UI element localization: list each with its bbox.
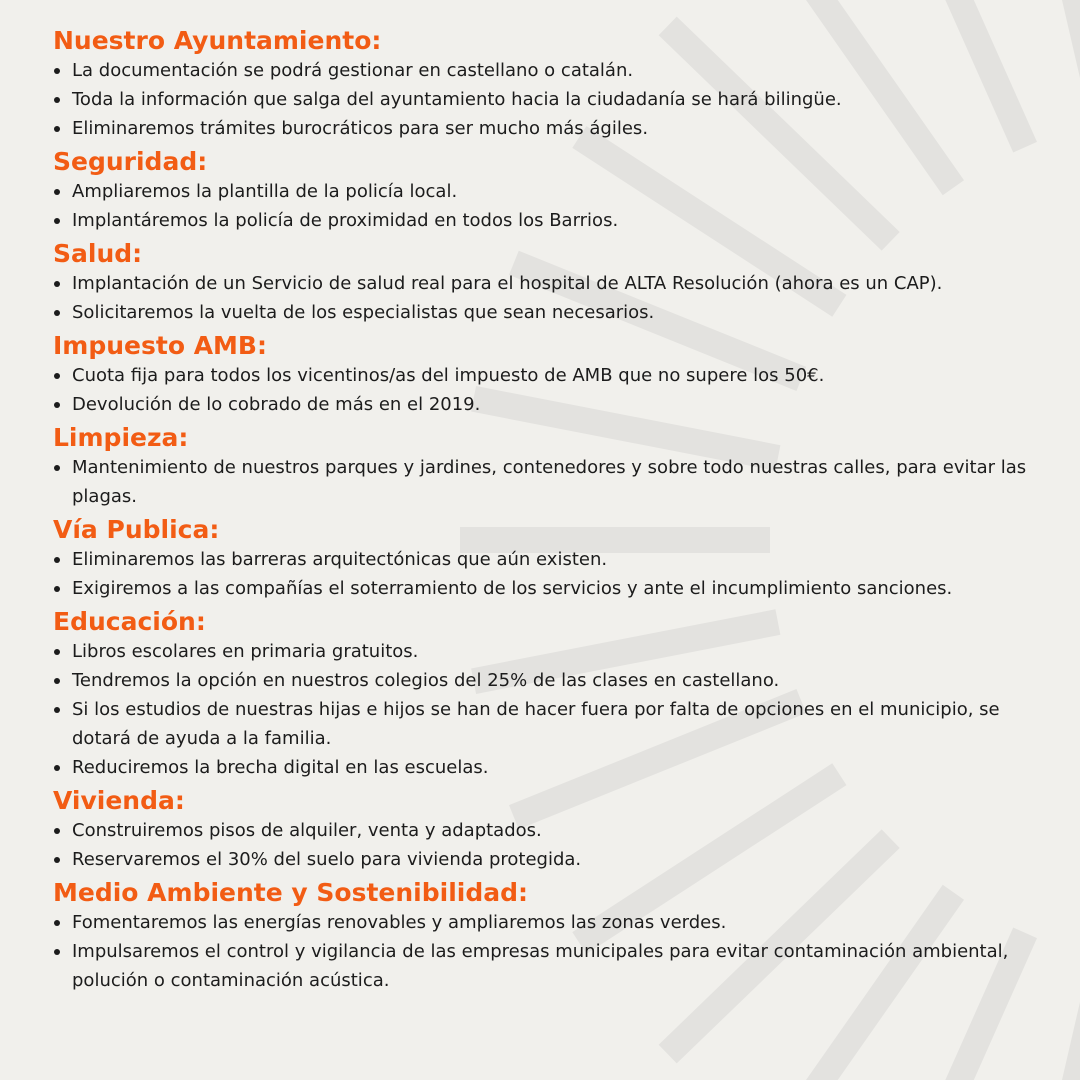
section-heading: Impuesto AMB: — [53, 331, 267, 360]
program-list — [53, 22, 1053, 995]
section-heading: Medio Ambiente y Sostenibilidad: — [53, 878, 528, 907]
section-vivienda — [53, 785, 1053, 874]
bullet-list — [53, 637, 1053, 782]
list-item: Construiremos pisos de alquiler, venta y adaptados. — [53, 816, 1053, 845]
list-item: Tendremos la opción en nuestros colegios del 25% de las clases en castellano. — [53, 666, 1053, 695]
bullet-list — [53, 56, 1053, 143]
section-limpieza — [53, 422, 1053, 511]
section-impuesto-amb — [53, 330, 1053, 419]
list-item: Ampliaremos la plantilla de la policía local. — [53, 177, 1053, 206]
section-heading: Educación: — [53, 607, 206, 636]
section-salud — [53, 238, 1053, 327]
list-item: Reservaremos el 30% del suelo para vivienda protegida. — [53, 845, 1053, 874]
section-heading: Vivienda: — [53, 786, 185, 815]
section-ayuntamiento — [53, 25, 1053, 143]
bullet-list — [53, 453, 1053, 511]
bullet-list — [53, 361, 1053, 419]
list-item: Solicitaremos la vuelta de los especialistas que sean necesarios. — [53, 298, 1053, 327]
list-item: Eliminaremos trámites burocráticos para ser mucho más ágiles. — [53, 114, 1053, 143]
section-seguridad — [53, 146, 1053, 235]
list-item: La documentación se podrá gestionar en castellano o catalán. — [53, 56, 1053, 85]
section-educacion — [53, 606, 1053, 782]
bullet-list — [53, 177, 1053, 235]
section-medio-ambiente — [53, 877, 1053, 995]
section-heading: Salud: — [53, 239, 143, 268]
section-via-publica — [53, 514, 1053, 603]
list-item: Fomentaremos las energías renovables y ampliaremos las zonas verdes. — [53, 908, 1053, 937]
section-heading: Seguridad: — [53, 147, 208, 176]
list-item: Libros escolares en primaria gratuitos. — [53, 637, 1053, 666]
list-item: Eliminaremos las barreras arquitectónicas que aún existen. — [53, 545, 1053, 574]
list-item: Exigiremos a las compañías el soterramiento de los servicios y ante el incumplimiento sanciones. — [53, 574, 1053, 603]
bullet-list — [53, 545, 1053, 603]
list-item: Reduciremos la brecha digital en las escuelas. — [53, 753, 1053, 782]
list-item: Impulsaremos el control y vigilancia de las empresas municipales para evitar contaminación ambiental, polución o contaminación acústica. — [53, 937, 1053, 995]
list-item: Devolución de lo cobrado de más en el 2019. — [53, 390, 1053, 419]
list-item: Toda la información que salga del ayuntamiento hacia la ciudadanía se hará bilingüe. — [53, 85, 1053, 114]
list-item: Si los estudios de nuestras hijas e hijos se han de hacer fuera por falta de opciones en el municipio, se dotará de ayuda a la familia. — [53, 695, 1053, 753]
bullet-list — [53, 269, 1053, 327]
section-heading: Limpieza: — [53, 423, 189, 452]
list-item: Implantáremos la policía de proximidad en todos los Barrios. — [53, 206, 1053, 235]
list-item: Mantenimiento de nuestros parques y jardines, contenedores y sobre todo nuestras calles, para evitar las plagas. — [53, 453, 1053, 511]
section-heading: Nuestro Ayuntamiento: — [53, 26, 382, 55]
section-heading: Vía Publica: — [53, 515, 220, 544]
bullet-list — [53, 816, 1053, 874]
list-item: Cuota fija para todos los vicentinos/as del impuesto de AMB que no supere los 50€. — [53, 361, 1053, 390]
list-item: Implantación de un Servicio de salud real para el hospital de ALTA Resolución (ahora es un CAP). — [53, 269, 1053, 298]
bullet-list — [53, 908, 1053, 995]
